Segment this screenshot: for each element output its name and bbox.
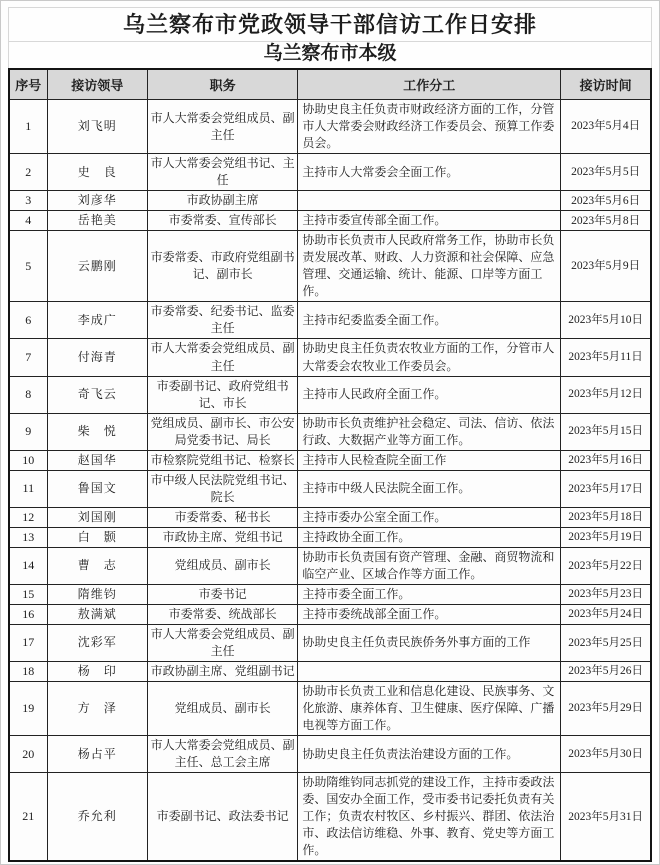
table-row (9, 736, 651, 773)
table-row (9, 302, 651, 339)
cell-position: 党组成员、副市长 (147, 682, 297, 736)
cell-serial: 9 (9, 413, 47, 450)
cell-date: 2023年5月4日 (561, 100, 651, 154)
table-row (9, 376, 651, 413)
cell-duty: 协助市长负责工业和信息化建设、民族事务、文化旅游、康养体育、卫生健康、医疗保障、广播电视等方面工作。 (298, 682, 561, 736)
cell-date: 2023年5月30日 (561, 736, 651, 773)
cell-leader: 李成广 (47, 302, 147, 339)
cell-leader: 刘彦华 (47, 191, 147, 211)
header-date: 接访时间 (561, 69, 651, 100)
cell-position: 市委副书记、政法委书记 (147, 773, 297, 862)
cell-duty: 主持市委统战部全面工作。 (298, 604, 561, 624)
cell-leader: 史 良 (47, 154, 147, 191)
table-row (9, 191, 651, 211)
table-header-row (9, 69, 651, 100)
cell-duty: 协助市长负责市人民政府常务工作，协助市长负责发展改革、财政、人力资源和社会保障、应急管理、交通运输、统计、能源、口岸等方面工作。 (298, 231, 561, 302)
cell-serial: 13 (9, 527, 47, 547)
cell-leader: 刘飞明 (47, 100, 147, 154)
cell-leader: 曹 志 (47, 547, 147, 584)
table-row (9, 231, 651, 302)
cell-date: 2023年5月29日 (561, 682, 651, 736)
table-row (9, 339, 651, 376)
cell-position: 党组成员、副市长 (147, 547, 297, 584)
cell-position: 市政协副主席 (147, 191, 297, 211)
cell-date: 2023年5月26日 (561, 662, 651, 682)
header-serial: 序号 (9, 69, 47, 100)
cell-position: 市委副书记、政府党组书记、市长 (147, 376, 297, 413)
cell-date: 2023年5月15日 (561, 413, 651, 450)
cell-date: 2023年5月31日 (561, 773, 651, 862)
table-row (9, 507, 651, 527)
cell-leader: 云鹏刚 (47, 231, 147, 302)
cell-leader: 岳艳美 (47, 211, 147, 231)
cell-duty (298, 191, 561, 211)
cell-serial: 21 (9, 773, 47, 862)
cell-duty: 主持市人大常委会全面工作。 (298, 154, 561, 191)
cell-position: 市委常委、纪委书记、监委主任 (147, 302, 297, 339)
cell-position: 市委常委、宣传部长 (147, 211, 297, 231)
cell-serial: 14 (9, 547, 47, 584)
cell-date: 2023年5月16日 (561, 450, 651, 470)
header-leader: 接访领导 (47, 69, 147, 100)
cell-date: 2023年5月10日 (561, 302, 651, 339)
cell-date: 2023年5月8日 (561, 211, 651, 231)
cell-position: 市人大常委会党组成员、副主任 (147, 100, 297, 154)
cell-serial: 8 (9, 376, 47, 413)
page-title: 乌兰察布市党政领导干部信访工作日安排 (8, 7, 652, 41)
cell-position: 党组成员、副市长、市公安局党委书记、局长 (147, 413, 297, 450)
table-row (9, 604, 651, 624)
cell-leader: 柴 悦 (47, 413, 147, 450)
cell-position: 市人大常委会党组成员、副主任 (147, 339, 297, 376)
cell-leader: 赵国华 (47, 450, 147, 470)
cell-duty: 主持市委办公室全面工作。 (298, 507, 561, 527)
cell-date: 2023年5月19日 (561, 527, 651, 547)
cell-position: 市政协主席、党组书记 (147, 527, 297, 547)
table-row (9, 154, 651, 191)
cell-serial: 4 (9, 211, 47, 231)
cell-serial: 1 (9, 100, 47, 154)
cell-date: 2023年5月24日 (561, 604, 651, 624)
cell-serial: 18 (9, 662, 47, 682)
cell-duty: 主持市委全面工作。 (298, 584, 561, 604)
table-row (9, 547, 651, 584)
schedule-table (8, 68, 652, 862)
cell-serial: 11 (9, 470, 47, 507)
header-position: 职务 (147, 69, 297, 100)
cell-duty: 主持市中级人民法院全面工作。 (298, 470, 561, 507)
cell-serial: 20 (9, 736, 47, 773)
cell-duty: 协助史良主任负责市财政经济方面的工作，分管市人大常委会财政经济工作委员会、预算工作委员会。 (298, 100, 561, 154)
cell-date: 2023年5月9日 (561, 231, 651, 302)
cell-date: 2023年5月5日 (561, 154, 651, 191)
cell-date: 2023年5月12日 (561, 376, 651, 413)
cell-date: 2023年5月17日 (561, 470, 651, 507)
cell-date: 2023年5月22日 (561, 547, 651, 584)
cell-leader: 乔允利 (47, 773, 147, 862)
cell-duty: 主持市委宣传部全面工作。 (298, 211, 561, 231)
table-row (9, 527, 651, 547)
cell-position: 市人大常委会党组书记、主任 (147, 154, 297, 191)
cell-position: 市委常委、市政府党组副书记、副市长 (147, 231, 297, 302)
cell-duty: 主持市纪委监委全面工作。 (298, 302, 561, 339)
cell-date: 2023年5月18日 (561, 507, 651, 527)
table-row (9, 450, 651, 470)
cell-position: 市中级人民法院党组书记、院长 (147, 470, 297, 507)
cell-duty: 主持政协全面工作。 (298, 527, 561, 547)
cell-date: 2023年5月11日 (561, 339, 651, 376)
table-row (9, 100, 651, 154)
cell-leader: 奇飞云 (47, 376, 147, 413)
cell-leader: 杨 印 (47, 662, 147, 682)
cell-leader: 沈彩军 (47, 624, 147, 661)
cell-date: 2023年5月25日 (561, 624, 651, 661)
cell-leader: 敖满斌 (47, 604, 147, 624)
header-duty: 工作分工 (298, 69, 561, 100)
cell-serial: 19 (9, 682, 47, 736)
table-row (9, 682, 651, 736)
table-row (9, 413, 651, 450)
cell-serial: 17 (9, 624, 47, 661)
cell-serial: 2 (9, 154, 47, 191)
cell-duty: 协助史良主任负责法治建设方面的工作。 (298, 736, 561, 773)
cell-leader: 付海青 (47, 339, 147, 376)
cell-duty: 协助隋维钧同志抓党的建设工作，主持市委政法委、国安办全面工作，受市委书记委托负责有关工作；负责农村牧区、乡村振兴、群团、依法治市、政法信访维稳、外事、教育、党史等方面工作。 (298, 773, 561, 862)
cell-serial: 12 (9, 507, 47, 527)
cell-position: 市人大常委会党组成员、副主任、总工会主席 (147, 736, 297, 773)
cell-position: 市委常委、统战部长 (147, 604, 297, 624)
cell-position: 市人大常委会党组成员、副主任 (147, 624, 297, 661)
cell-duty: 协助市长负责国有资产管理、金融、商贸物流和临空产业、区域合作等方面工作。 (298, 547, 561, 584)
cell-serial: 16 (9, 604, 47, 624)
cell-leader: 白 颢 (47, 527, 147, 547)
cell-serial: 15 (9, 584, 47, 604)
table-row (9, 211, 651, 231)
table-row (9, 470, 651, 507)
cell-position: 市政协副主席、党组副书记 (147, 662, 297, 682)
cell-leader: 隋维钧 (47, 584, 147, 604)
cell-serial: 5 (9, 231, 47, 302)
cell-duty: 主持市人民检查院全面工作 (298, 450, 561, 470)
cell-serial: 10 (9, 450, 47, 470)
table-row (9, 773, 651, 862)
page-subtitle: 乌兰察布市本级 (8, 41, 652, 68)
table-row (9, 584, 651, 604)
cell-position: 市检察院党组书记、检察长 (147, 450, 297, 470)
cell-duty: 协助市长负责维护社会稳定、司法、信访、依法行政、大数据产业等方面工作。 (298, 413, 561, 450)
cell-date: 2023年5月6日 (561, 191, 651, 211)
cell-position: 市委书记 (147, 584, 297, 604)
table-row (9, 662, 651, 682)
cell-duty: 协助史良主任负责民族侨务外事方面的工作 (298, 624, 561, 661)
cell-duty: 协助史良主任负责农牧业方面的工作，分管市人大常委会农牧业工作委员会。 (298, 339, 561, 376)
cell-leader: 杨占平 (47, 736, 147, 773)
table-body (9, 100, 651, 862)
cell-date: 2023年5月23日 (561, 584, 651, 604)
cell-serial: 7 (9, 339, 47, 376)
cell-serial: 3 (9, 191, 47, 211)
cell-leader: 刘国刚 (47, 507, 147, 527)
cell-serial: 6 (9, 302, 47, 339)
table-row (9, 624, 651, 661)
cell-leader: 鲁国文 (47, 470, 147, 507)
cell-position: 市委常委、秘书长 (147, 507, 297, 527)
cell-duty: 主持市人民政府全面工作。 (298, 376, 561, 413)
cell-leader: 方 泽 (47, 682, 147, 736)
cell-duty (298, 662, 561, 682)
